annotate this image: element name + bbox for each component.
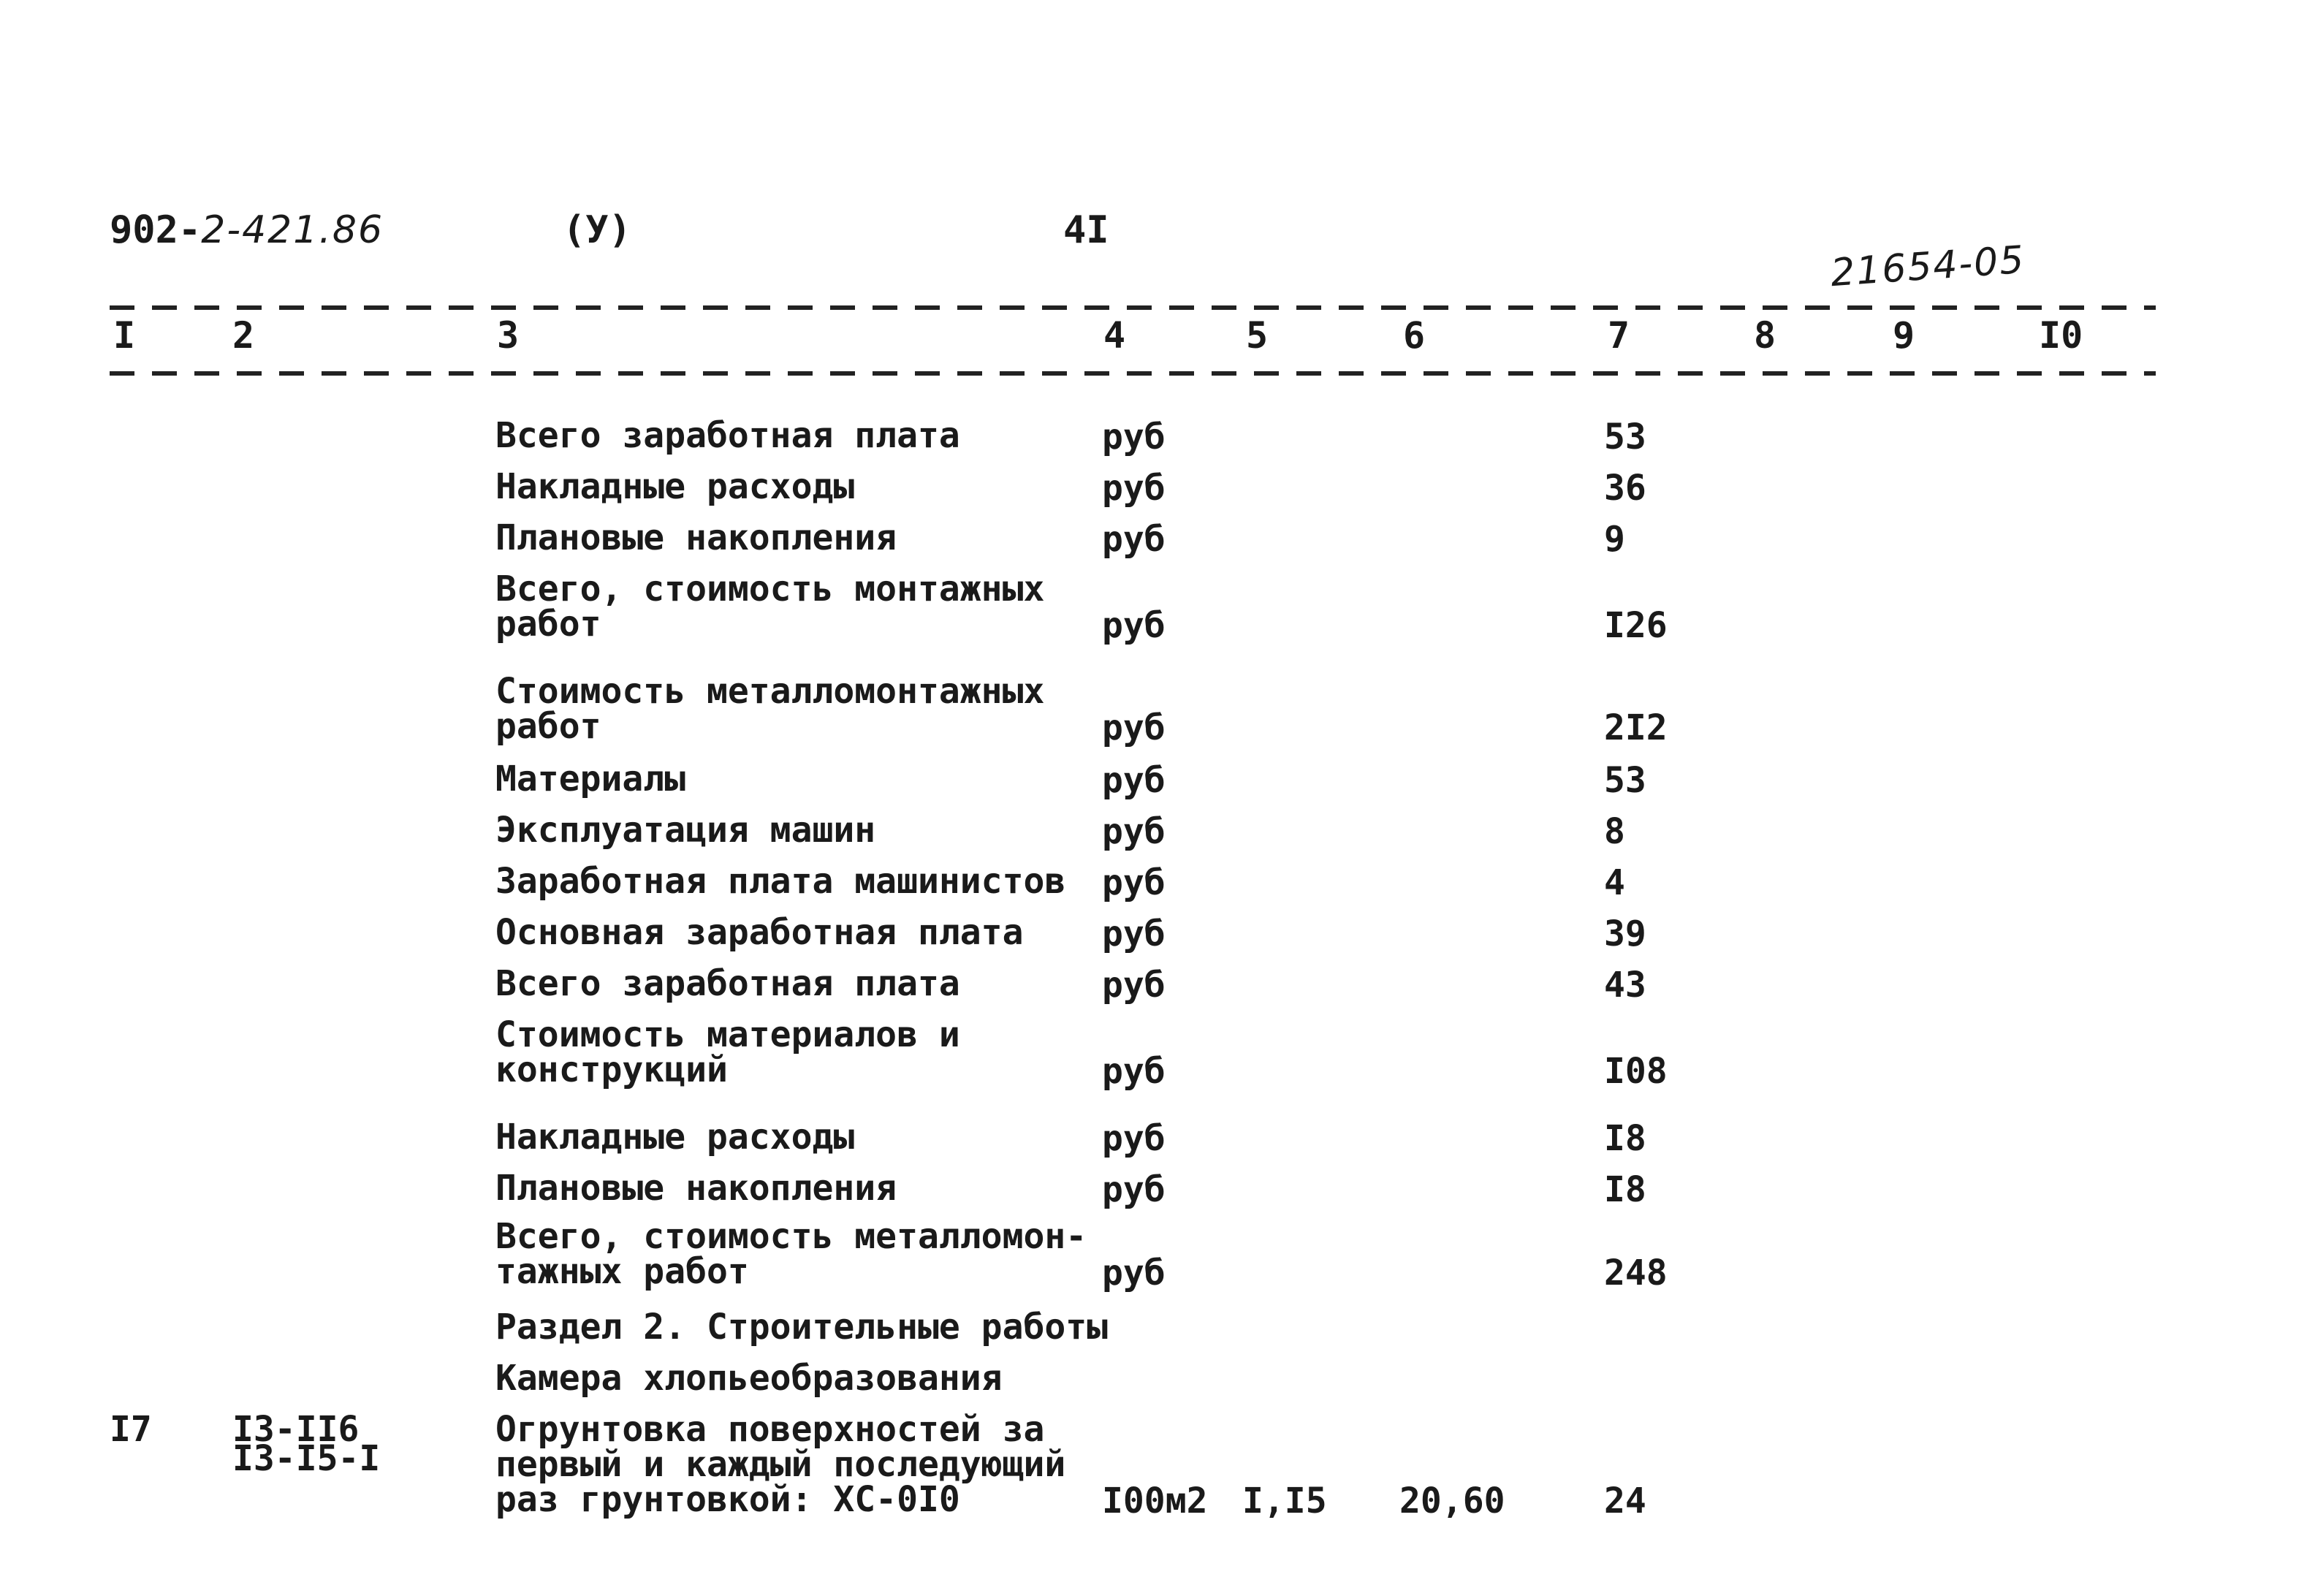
header-bottom-rule	[110, 371, 2156, 376]
row-unit: руб	[1102, 1051, 1166, 1092]
column-number-5: 5	[1246, 314, 1269, 357]
row-description-line: Огрунтовка поверхностей за	[495, 1409, 1045, 1450]
row-unit: руб	[1102, 1169, 1166, 1210]
row-total-cost: 2I2	[1604, 707, 1668, 748]
column-number-10: I0	[2039, 314, 2083, 357]
row-total-cost: 4	[1604, 862, 1625, 903]
row-total-cost: I08	[1604, 1051, 1668, 1092]
row-total-cost: 248	[1604, 1253, 1668, 1293]
row-position-number: I7	[110, 1409, 152, 1450]
row-unit: руб	[1102, 913, 1166, 954]
row-description-line: работ	[495, 706, 601, 747]
column-number-7: 7	[1608, 314, 1630, 357]
row-description-line: Основная заработная плата	[495, 912, 1024, 953]
row-description-line: Всего, стоимость металломон-	[495, 1216, 1087, 1257]
row-description-line: первый и каждый последующий	[495, 1444, 1066, 1485]
row-description-line: конструкций	[495, 1049, 728, 1090]
doc-code-printed: 902-	[110, 208, 202, 252]
column-number-4: 4	[1103, 314, 1126, 357]
column-number-3: 3	[497, 314, 520, 357]
row-unit-price: 20,60	[1399, 1481, 1505, 1521]
row-norm-code: I3-II6	[232, 1409, 360, 1450]
row-norm-code: I3-I5-I	[232, 1438, 381, 1479]
doc-code-handwritten: 2-421.86	[201, 208, 384, 252]
column-number-2: 2	[232, 314, 255, 357]
row-unit: руб	[1102, 811, 1166, 852]
row-description-line: Раздел 2. Строительные работы	[495, 1307, 1109, 1348]
row-total-cost: I8	[1604, 1169, 1646, 1210]
row-unit: руб	[1102, 760, 1166, 801]
row-unit: руб	[1102, 965, 1166, 1006]
row-total-cost: 24	[1604, 1481, 1646, 1521]
row-total-cost: I8	[1604, 1118, 1646, 1159]
row-description-line: тажных работ	[495, 1251, 749, 1292]
column-number-1: I	[113, 314, 136, 357]
row-total-cost: 53	[1604, 760, 1646, 801]
row-unit: руб	[1102, 468, 1166, 509]
row-description-line: Эксплуатация машин	[495, 810, 876, 851]
row-description-line: Стоимость металломонтажных	[495, 671, 1045, 712]
row-description-line: Всего, стоимость монтажных	[495, 569, 1045, 609]
row-total-cost: 39	[1604, 913, 1646, 954]
row-description-line: Плановые накопления	[495, 517, 897, 558]
doc-code	[110, 208, 384, 252]
row-description-line: Всего заработная плата	[495, 415, 960, 456]
row-description-line: Накладные расходы	[495, 1117, 855, 1158]
row-description-line: Накладные расходы	[495, 466, 855, 507]
row-description-line: Материалы	[495, 759, 686, 799]
row-description-line: работ	[495, 604, 601, 645]
row-total-cost: I26	[1604, 605, 1668, 646]
column-number-8: 8	[1754, 314, 1776, 357]
row-unit: руб	[1102, 862, 1166, 903]
row-description-line: раз грунтовкой: ХС-0I0	[495, 1479, 960, 1520]
row-total-cost: 43	[1604, 965, 1646, 1006]
row-description-line: Заработная плата машинистов	[495, 861, 1066, 902]
doc-variant: (У)	[563, 208, 631, 252]
row-unit: руб	[1102, 417, 1166, 457]
row-unit: руб	[1102, 519, 1166, 560]
row-total-cost: 36	[1604, 468, 1646, 509]
column-number-9: 9	[1893, 314, 1915, 357]
column-number-6: 6	[1403, 314, 1426, 357]
header-top-rule	[110, 305, 2156, 310]
row-description-line: Стоимость материалов и	[495, 1014, 960, 1055]
handwritten-reference: 21654-05	[1829, 238, 2027, 296]
row-total-cost: 8	[1604, 811, 1625, 852]
row-quantity: I,I5	[1242, 1481, 1327, 1521]
page-number: 4I	[1063, 208, 1109, 252]
row-total-cost: 9	[1604, 519, 1625, 560]
row-unit: руб	[1102, 1253, 1166, 1293]
row-description-line: Всего заработная плата	[495, 963, 960, 1004]
row-unit: руб	[1102, 707, 1166, 748]
row-unit: руб	[1102, 1118, 1166, 1159]
row-unit: руб	[1102, 605, 1166, 646]
row-unit: I00м2	[1102, 1481, 1208, 1521]
row-description-line: Плановые накопления	[495, 1168, 897, 1209]
row-description-line: Камера хлопьеобразования	[495, 1358, 1003, 1399]
row-total-cost: 53	[1604, 417, 1646, 457]
